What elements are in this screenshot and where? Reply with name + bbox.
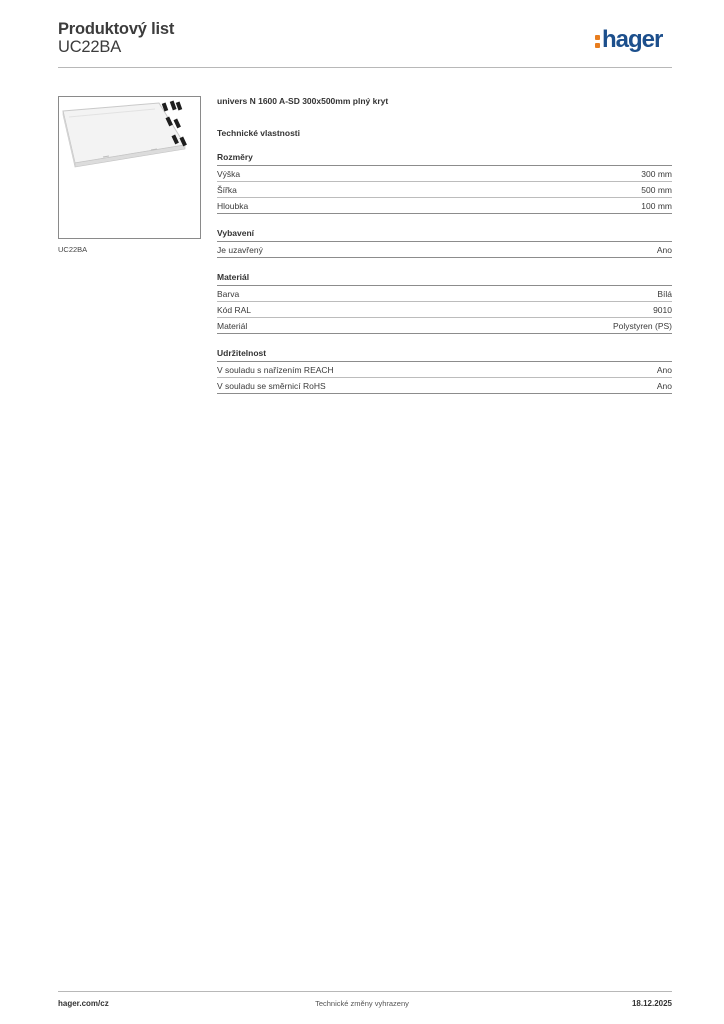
logo-colon-icon — [595, 32, 600, 48]
logo-text: hager — [602, 26, 663, 53]
spec-value: Ano — [656, 381, 672, 391]
spec-row — [217, 318, 672, 334]
spec-label: Barva — [217, 289, 240, 299]
spec-label: Je uzavřený — [217, 245, 263, 255]
spec-label: V souladu s nařízením REACH — [217, 365, 334, 375]
spec-label: V souladu se směrnicí RoHS — [217, 381, 326, 391]
spec-label: Kód RAL — [217, 305, 252, 315]
spec-row — [217, 198, 672, 214]
spec-value: 100 mm — [641, 201, 672, 211]
header-divider — [58, 67, 672, 68]
spec-value: Polystyren (PS) — [612, 321, 672, 331]
section-material — [217, 272, 672, 334]
spec-label: Materiál — [217, 321, 248, 331]
spec-row — [217, 182, 672, 198]
hager-logo — [595, 26, 662, 54]
spec-label: Hloubka — [217, 201, 249, 211]
spec-row — [217, 286, 672, 302]
technical-properties-heading: Technické vlastnosti — [217, 128, 300, 138]
product-name: univers N 1600 A-SD 300x500mm plný kryt — [217, 96, 389, 106]
section-sustainability — [217, 348, 672, 394]
product-image — [58, 96, 201, 239]
spec-value: Bílá — [657, 289, 672, 299]
spec-row — [217, 362, 672, 378]
section-equipment — [217, 228, 672, 258]
spec-row — [217, 302, 672, 318]
section-title: Udržitelnost — [217, 348, 672, 362]
spec-value: 300 mm — [641, 169, 672, 179]
spec-value: 500 mm — [641, 185, 672, 195]
spec-row — [217, 242, 672, 258]
spec-label: Šířka — [217, 185, 237, 195]
section-dimensions — [217, 152, 672, 214]
cover-panel-illustration — [59, 97, 200, 238]
image-caption: UC22BA — [58, 245, 88, 254]
product-details — [217, 96, 672, 394]
section-title: Vybavení — [217, 228, 672, 242]
footer-date: 18.12.2025 — [631, 999, 672, 1008]
spec-value: Ano — [656, 245, 672, 255]
spec-value: 9010 — [653, 305, 672, 315]
footer-notice: Technické změny vyhrazeny — [315, 999, 409, 1008]
spec-value: Ano — [656, 365, 672, 375]
spec-row — [217, 166, 672, 182]
footer-website-link[interactable]: hager.com/cz — [58, 999, 109, 1008]
section-title: Materiál — [217, 272, 672, 286]
spec-row — [217, 378, 672, 394]
page-title: Produktový list — [58, 20, 175, 38]
section-title: Rozměry — [217, 152, 672, 166]
product-code: UC22BA — [58, 38, 121, 56]
spec-label: Výška — [217, 169, 241, 179]
footer-divider — [58, 991, 672, 992]
